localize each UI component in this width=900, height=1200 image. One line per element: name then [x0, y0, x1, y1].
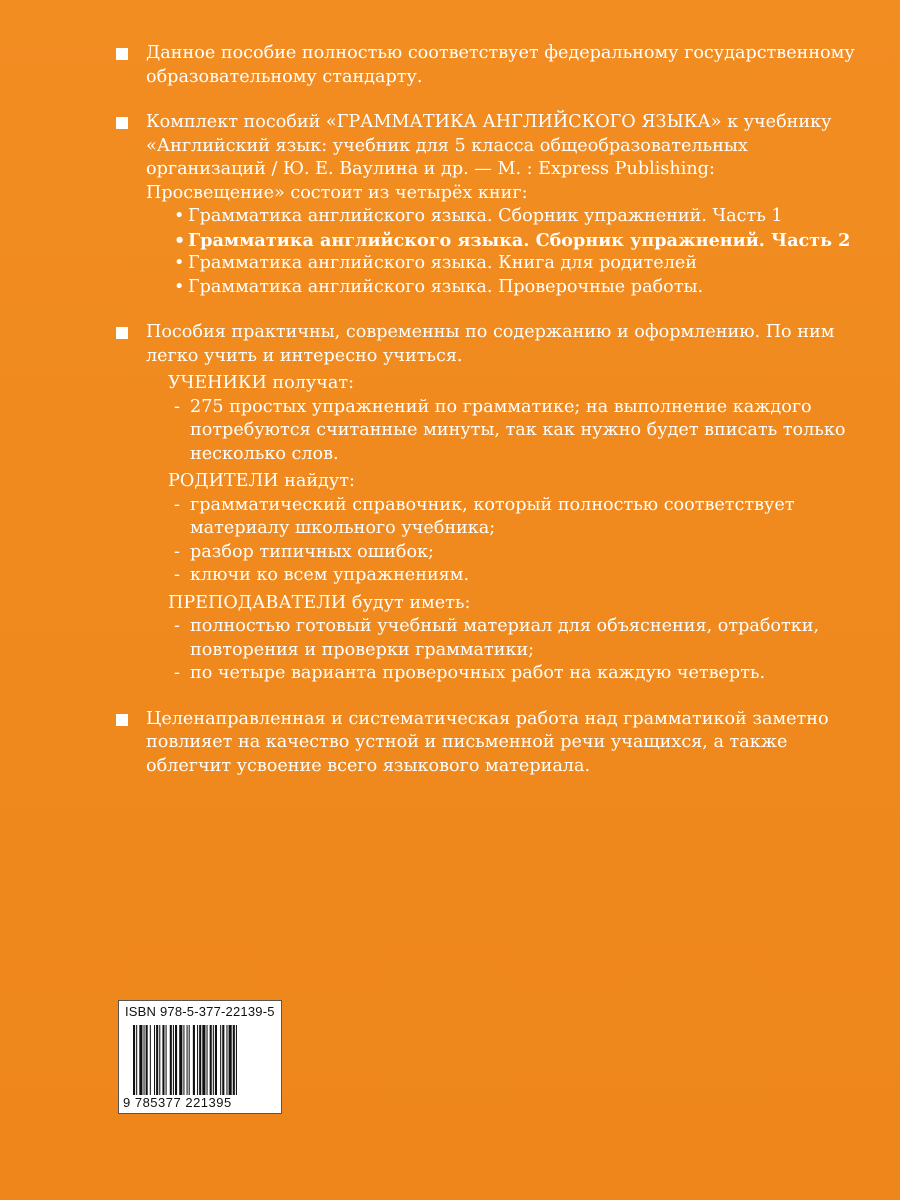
list-item: - ключи ко всем упражнениям.: [172, 564, 856, 588]
teachers-list: [172, 615, 856, 686]
list-item: - грамматический справочник, который полностью соответствует материалу школьного учебника;: [172, 494, 856, 541]
book-list: [172, 205, 856, 299]
square-bullet-icon: [116, 117, 128, 129]
isbn-text: ISBN 978-5-377-22139-5: [125, 1004, 275, 1019]
barcode-icon: [133, 1025, 271, 1097]
section-set: [116, 111, 856, 299]
square-bullet-icon: [116, 714, 128, 726]
standard-text: Данное пособие полностью соответствует федеральному государственному образовательному стандарту.: [146, 43, 855, 87]
list-item: - полностью готовый учебный материал для объяснения, отработки, повторения и проверки грамматики;: [172, 615, 856, 662]
conclusion-text: Целенаправленная и систематическая работа над грамматикой заметно повлияет на качество устной и письменной речи учащихся, а также облегчит усвоение всего языкового материала.: [146, 708, 829, 776]
parents-list: [172, 494, 856, 588]
list-item: - 275 простых упражнений по грамматике; на выполнение каждого потребуются считанные минуты, так как нужно будет вписать только несколько слов.: [172, 396, 856, 467]
set-text: Комплект пособий «ГРАММАТИКА АНГЛИЙСКОГО ЯЗЫКА» к учебнику «Английский язык: учебник для 5 класса общеобразовательных организаций / Ю. Е. Ваулина и др. — М. : Express Publishing: Просвещение» состоит из четырёх книг:: [146, 112, 832, 203]
parents-heading: РОДИТЕЛИ найдут:: [168, 471, 355, 491]
barcode-label: [118, 1000, 282, 1114]
teachers-heading: ПРЕПОДАВАТЕЛИ будут иметь:: [168, 592, 471, 613]
square-bullet-icon: [116, 327, 128, 339]
section-benefits: [116, 321, 856, 686]
benefits-text: Пособия практичны, современны по содержанию и оформлению. По ним легко учить и интересно учиться.: [146, 322, 835, 366]
barcode-digits: 9 785377 221395: [123, 1095, 277, 1110]
book-item: • Грамматика английского языка. Проверочные работы.: [172, 276, 856, 300]
book-item-current: • Грамматика английского языка. Сборник упражнений. Часть 2: [172, 229, 856, 253]
students-list: [172, 396, 856, 467]
square-bullet-icon: [116, 48, 128, 60]
list-item: - по четыре варианта проверочных работ на каждую четверть.: [172, 662, 856, 686]
book-item: • Грамматика английского языка. Сборник упражнений. Часть 1: [172, 205, 856, 229]
students-heading: УЧЕНИКИ получат:: [168, 373, 355, 393]
list-item: - разбор типичных ошибок;: [172, 541, 856, 565]
section-conclusion: [116, 708, 856, 779]
cover-text: [116, 42, 856, 778]
section-standard: [116, 42, 856, 89]
book-item: • Грамматика английского языка. Книга для родителей: [172, 252, 856, 276]
